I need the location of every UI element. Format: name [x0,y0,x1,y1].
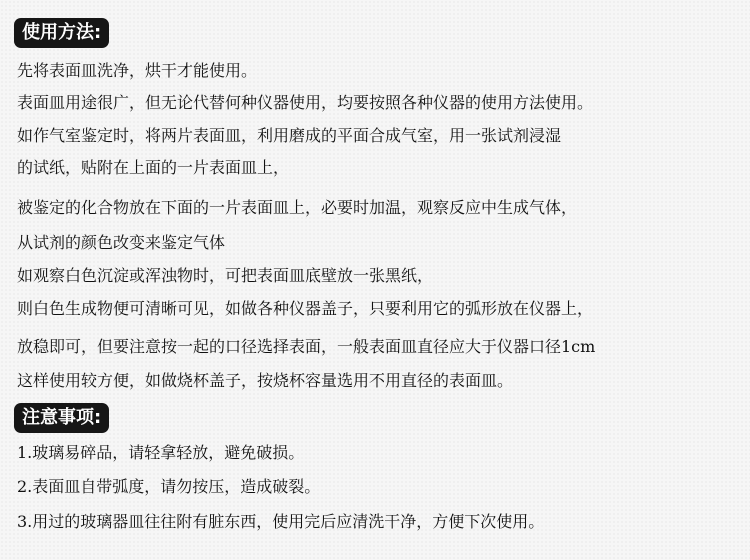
usage-line-9: 放稳即可，但要注意按一起的口径选择表面，一般表面皿直径应大于仪器口径1cm [17,337,596,356]
notes-heading-badge [14,403,109,433]
usage-heading-badge [14,18,109,48]
note-line-1: 1.玻璃易碎品，请轻拿轻放，避免破损。 [17,443,305,462]
usage-line-10: 这样使用较方便，如做烧杯盖子，按烧杯容量选用不用直径的表面皿。 [17,371,514,390]
usage-line-5: 被鉴定的化合物放在下面的一片表面皿上，必要时加温，观察反应中生成气体， [17,198,578,217]
note-line-3: 3.用过的玻璃器皿往往附有脏东西，使用完后应清洗干净，方便下次使用。 [17,512,545,531]
notes-heading: 注意事项: [22,407,102,428]
usage-line-2: 表面皿用途很广，但无论代替何种仪器使用，均要按照各种仪器的使用方法使用。 [17,93,594,112]
usage-heading: 使用方法: [22,22,102,43]
usage-line-1: 先将表面皿洗净，烘干才能使用。 [17,61,258,80]
usage-line-3: 如作气室鉴定时，将两片表面皿，利用磨成的平面合成气室，用一张试剂浸湿 [17,126,562,145]
usage-line-4: 的试纸，贴附在上面的一片表面皿上， [17,158,290,177]
note-line-2: 2.表面皿自带弧度，请勿按压，造成破裂。 [17,477,321,496]
usage-line-8: 则白色生成物便可清晰可见，如做各种仪器盖子，只要利用它的弧形放在仪器上， [17,299,594,318]
usage-line-7: 如观察白色沉淀或浑浊物时，可把表面皿底壁放一张黑纸， [17,266,434,285]
usage-line-6: 从试剂的颜色改变来鉴定气体 [17,233,226,252]
